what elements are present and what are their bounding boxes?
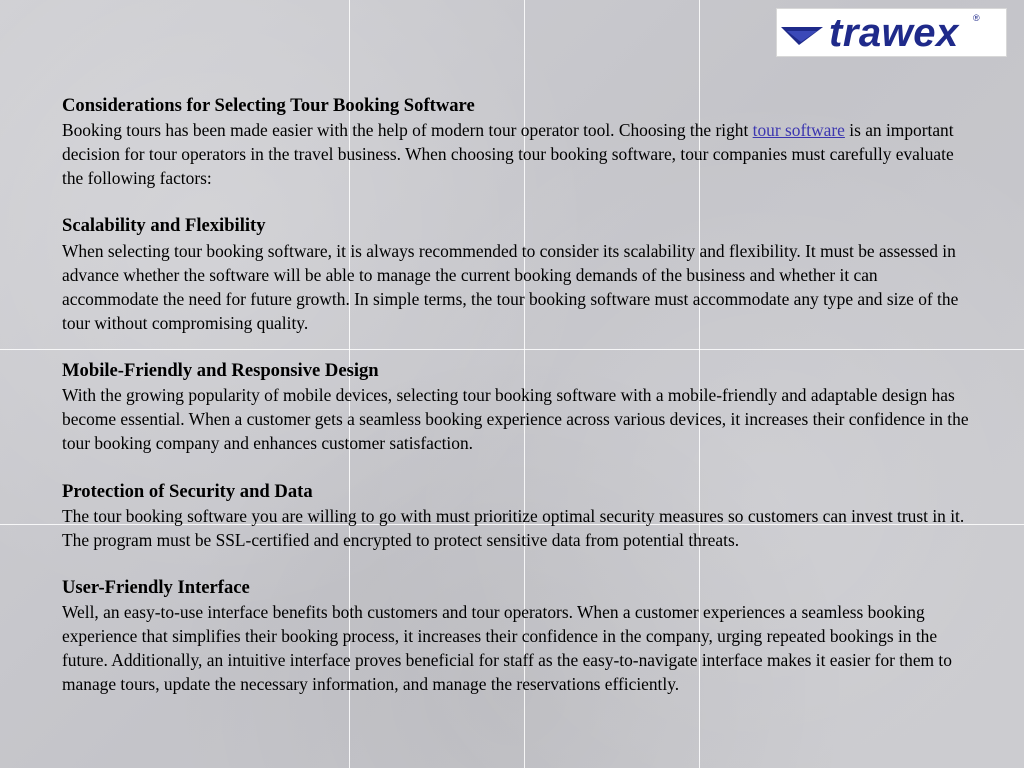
section-security [62, 480, 978, 552]
section-heading: Protection of Security and Data [62, 480, 313, 502]
body-text-after-link: is an important decision for tour operators in the travel business. When choosing tour booking software, tour companies must carefully evaluate the following factors: [62, 120, 954, 189]
section-user-friendly [62, 576, 978, 696]
body-text-before-link: Booking tours has been made easier with the help of modern tour operator tool. Choosing the right [62, 120, 753, 141]
section-body [62, 118, 978, 190]
section-heading: Scalability and Flexibility [62, 215, 266, 237]
logo-registered-mark: ® [973, 13, 980, 23]
trawex-logo-graphic [777, 9, 1006, 56]
section-scalability [62, 214, 978, 334]
section-mobile-friendly [62, 359, 978, 455]
trawex-logo [776, 8, 1007, 57]
section-heading: Mobile-Friendly and Responsive Design [62, 360, 379, 382]
tour-software-link[interactable]: tour software [752, 120, 845, 141]
document-content [62, 94, 978, 696]
section-body: Well, an easy-to-use interface benefits both customers and tour operators. When a customer experiences a seamless booking experience that simplifies their booking process, it increases their confidence in the company, urging repeated bookings in the future. Additionally, an intuitive interface proves beneficial for staff as the easy-to-navigate interface makes it easier for them to manage tours, update the necessary information, and manage the reservations efficiently. [62, 601, 952, 695]
section-body: When selecting tour booking software, it is always recommended to consider its scalability and flexibility. It must be assessed in advance whether the software will be able to manage the current booking demands of the business and whether it can accommodate the need for future growth. In simple terms, the tour booking software must accommodate any type and size of the tour without compromising quality. [62, 240, 959, 333]
logo-wordmark: trawex [829, 11, 959, 55]
section-considerations [62, 94, 978, 190]
section-heading: Considerations for Selecting Tour Booking Software [62, 95, 475, 116]
section-body: With the growing popularity of mobile devices, selecting tour booking software with a mobile-friendly and adaptable design has become essential. When a customer gets a seamless booking experience across various devices, it increases their confidence in the tour booking company and enhances customer satisfaction. [62, 385, 969, 454]
section-body: The tour booking software you are willing to go with must prioritize optimal security measures so customers can invest trust in it. The program must be SSL-certified and encrypted to protect sensitive data from potential threats. [62, 505, 965, 550]
section-heading: User-Friendly Interface [62, 576, 250, 598]
